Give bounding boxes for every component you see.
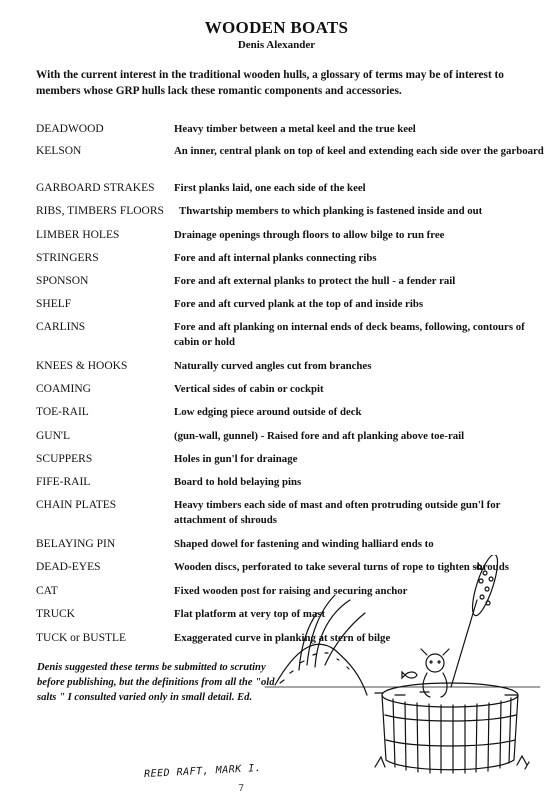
glossary-term: SHELF (36, 298, 72, 310)
glossary-definition: Fore and aft external planks to protect the hull - a fender rail (174, 275, 456, 287)
glossary-definition: Heavy timbers each side of mast and often protruding outside gun'l for attachment of shrouds (174, 499, 501, 526)
page-number: 7 (238, 783, 245, 794)
glossary-term: FIFE-RAIL (36, 476, 91, 488)
glossary-term: GARBOARD STRAKES (36, 182, 155, 194)
glossary-definition: Fore and aft curved plank at the top of and inside ribs (174, 298, 424, 310)
glossary-definition: Naturally curved angles cut from branches (174, 360, 372, 372)
reed-raft-cartoon-icon (255, 555, 545, 785)
glossary-definition: Thwartship members to which planking is fastened inside and out (179, 205, 483, 217)
glossary-term: STRINGERS (36, 252, 99, 264)
glossary-term: GUN'L (36, 430, 71, 442)
intro-paragraph: With the current interest in the traditional wooden hulls, a glossary of terms may be of interest to members whose GRP hulls lack these romantic components and accessories. (36, 69, 504, 97)
glossary-term: TRUCK (36, 608, 75, 620)
glossary-term: KELSON (36, 145, 82, 157)
glossary-term: CHAIN PLATES (36, 499, 117, 511)
glossary-term: CARLINS (36, 321, 86, 333)
glossary-definition: (gun-wall, gunnel) - Raised fore and aft planking above toe-rail (174, 430, 465, 442)
glossary-definition: Fore and aft planking on internal ends of deck beams, following, contours of cabin or hold (174, 321, 525, 348)
glossary-term: KNEES & HOOKS (36, 360, 128, 372)
glossary-definition: Heavy timber between a metal keel and the true keel (174, 123, 416, 135)
glossary-term: SCUPPERS (36, 453, 93, 465)
glossary-definition: Flat platform at very top of mast (174, 608, 326, 620)
glossary-term: LIMBER HOLES (36, 229, 120, 241)
glossary-definition: Board to hold belaying pins (174, 476, 302, 488)
glossary-term: COAMING (36, 383, 91, 395)
author-byline: Denis Alexander (237, 39, 316, 51)
glossary-term: TOE-RAIL (36, 406, 89, 418)
glossary-term: RIBS, TIMBERS FLOORS (36, 205, 164, 217)
glossary-definition: Fixed wooden post for raising and securing anchor (174, 585, 408, 597)
glossary-definition: First planks laid, one each side of the keel (174, 182, 366, 194)
glossary-definition: Low edging piece around outside of deck (174, 406, 362, 418)
glossary-term: TUCK or BUSTLE (36, 632, 127, 644)
glossary-definition: Shaped dowel for fastening and winding halliard ends to (174, 538, 434, 550)
glossary-definition: An inner, central plank on top of keel and extending each side over the garboard (174, 145, 544, 157)
glossary-definition: Drainage openings through floors to allow bilge to run free (174, 229, 445, 241)
glossary-term: DEAD-EYES (36, 561, 101, 573)
glossary-definition: Vertical sides of cabin or cockpit (174, 383, 324, 395)
glossary-term: SPONSON (36, 275, 89, 287)
glossary-definition: Holes in gun'l for drainage (174, 453, 298, 465)
page-title: WOODEN BOATS (204, 18, 349, 37)
glossary-term: DEADWOOD (36, 123, 104, 135)
glossary-definition: Exaggerated curve in planking at stern of bilge (174, 632, 391, 644)
cartoon-caption: REED RAFT, MARK I. (143, 762, 262, 781)
editor-note: Denis suggested these terms be submitted to scrutiny before publishing, but the definitions from all the "old salts " I consulted varied only in small detail. Ed. (37, 662, 275, 703)
glossary-definition: Wooden discs, perforated to take several turns of rope to tighten shrouds (174, 561, 509, 573)
glossary-term: CAT (36, 585, 58, 597)
glossary-definition: Fore and aft internal planks connecting ribs (174, 252, 377, 264)
glossary-term: BELAYING PIN (36, 538, 116, 550)
